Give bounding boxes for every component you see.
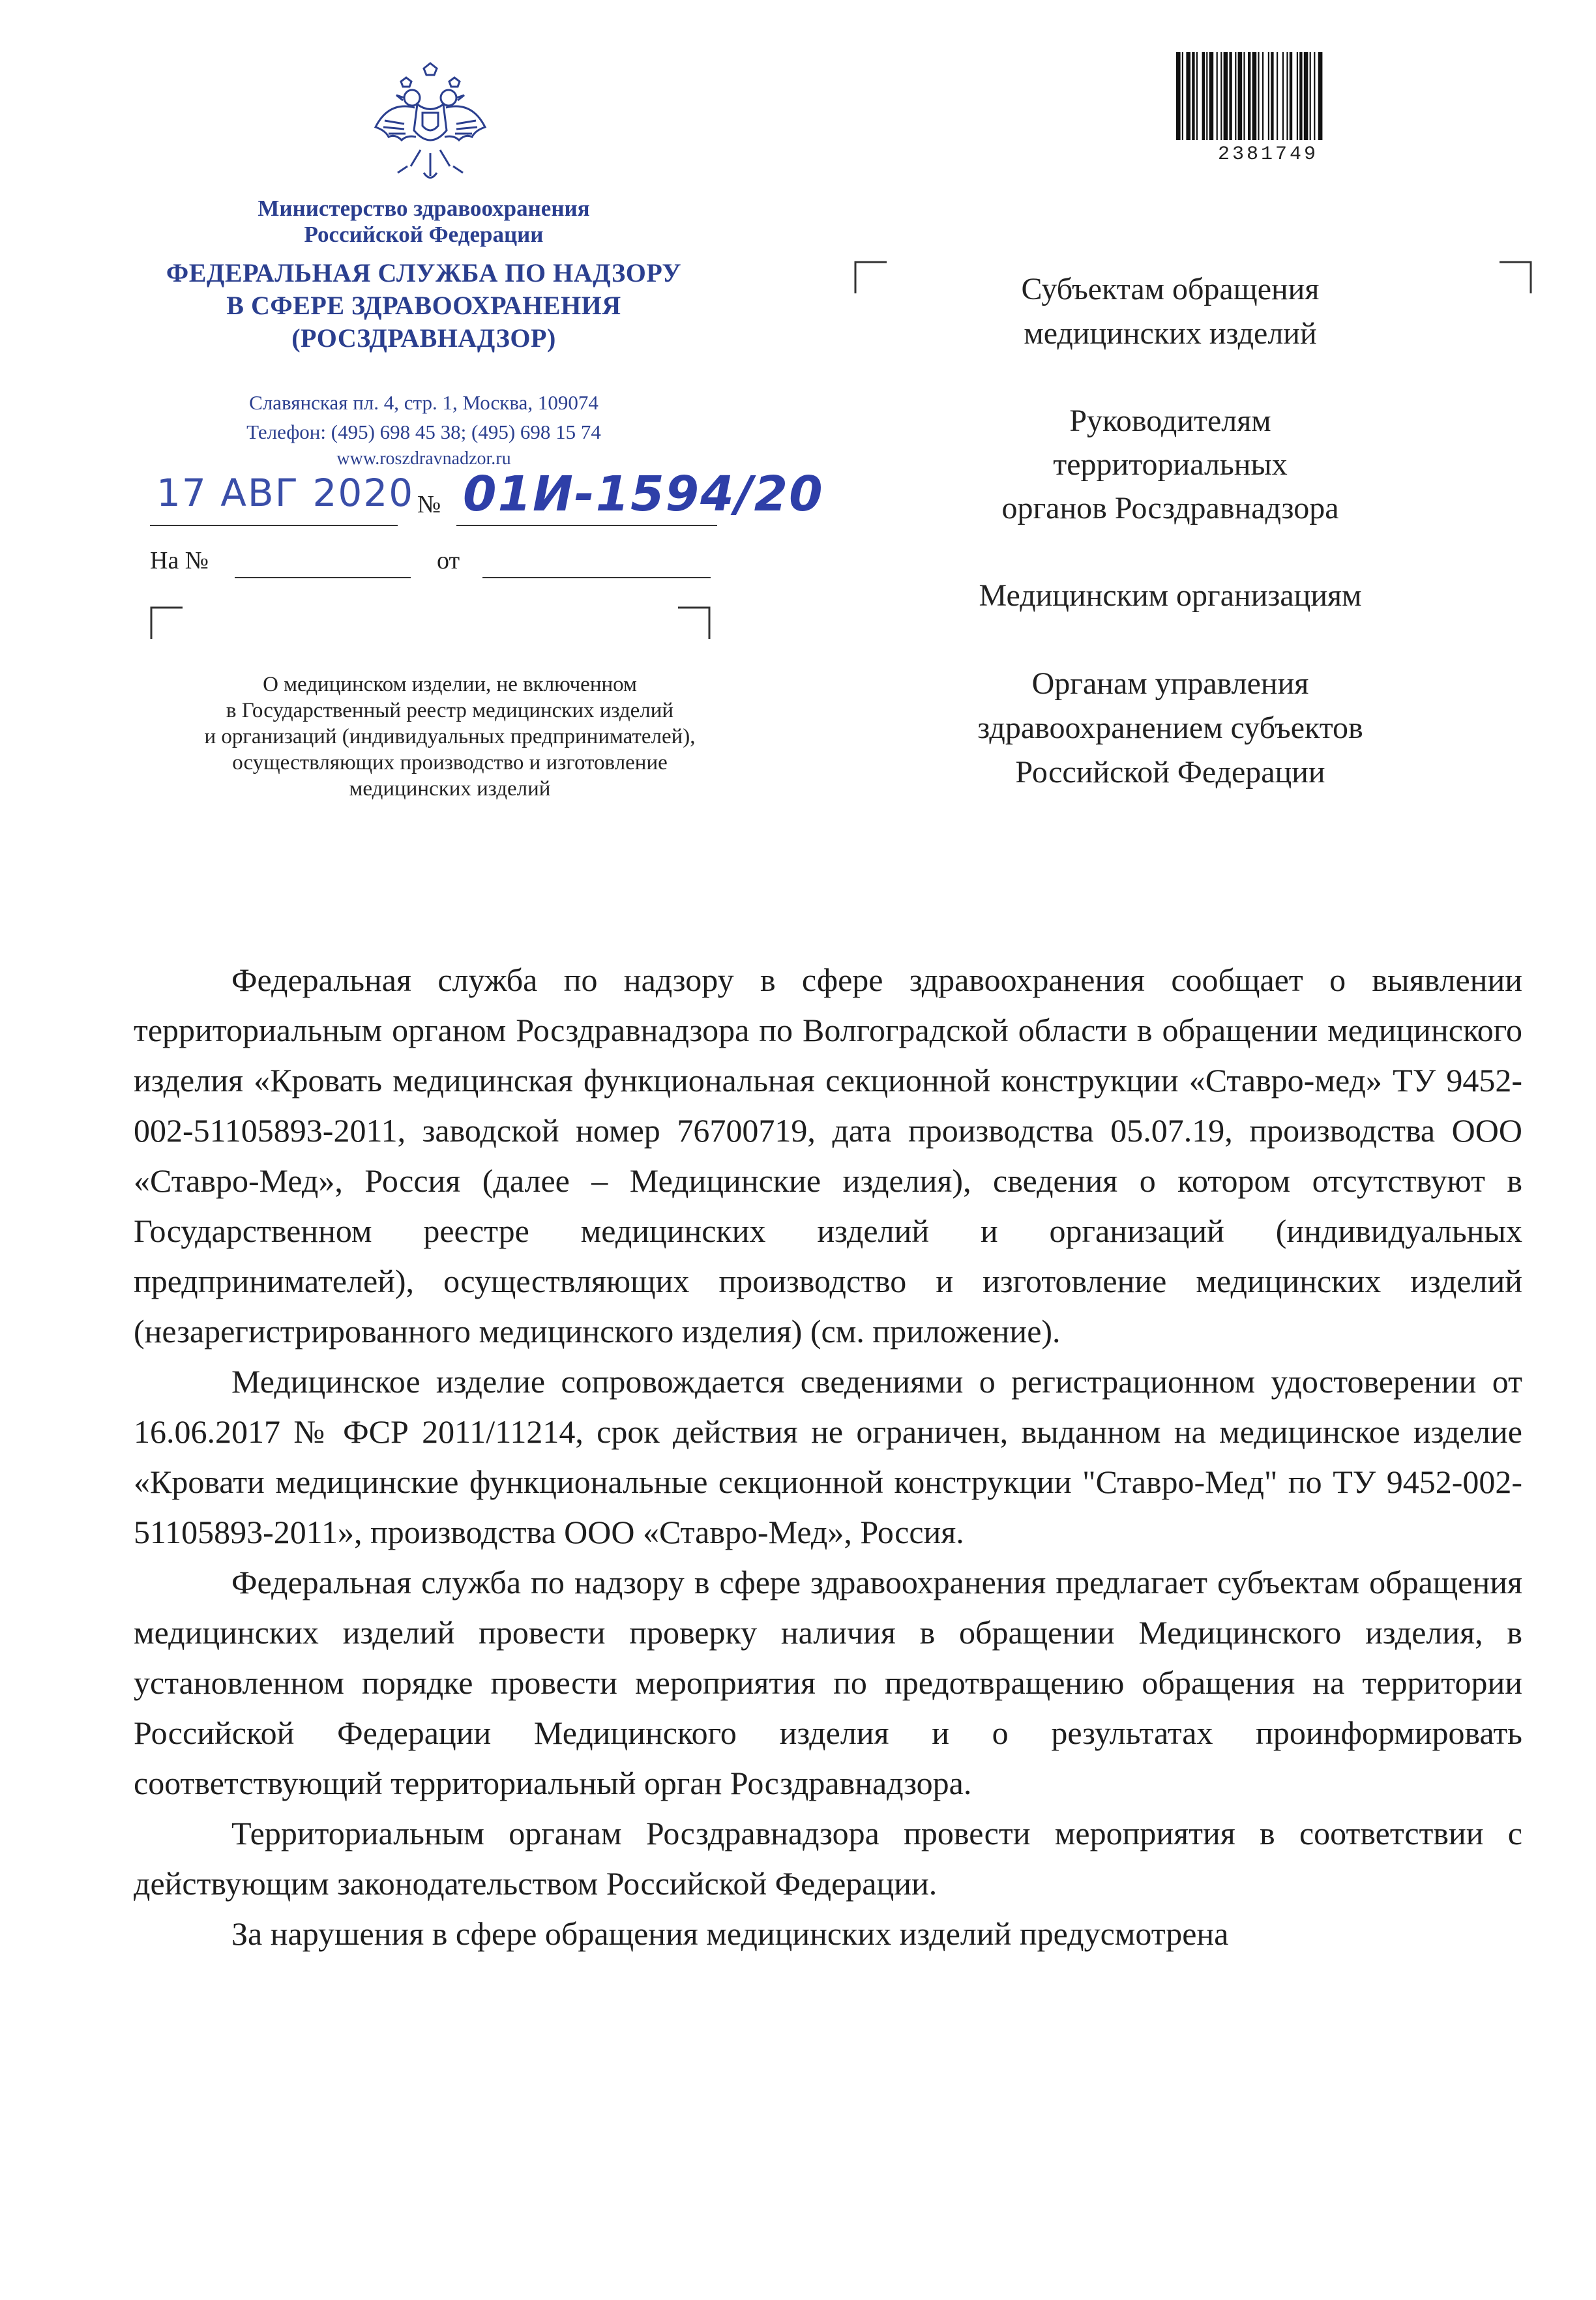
- addressee-4-line-2: здравоохранением субъектов: [977, 711, 1363, 745]
- barcode-bar: [1314, 52, 1315, 140]
- barcode-bar: [1268, 52, 1269, 140]
- barcode-bar: [1277, 52, 1278, 140]
- number-underline: [456, 525, 717, 526]
- body-paragraph-3: Федеральная служба по надзору в сфере здравоохранения предлагает субъектам обращения медицинских изделий провести проверку наличия в обращении Медицинского изделия, в установленном порядке провести мероприятия по предотвращению обращения на территории Российской Федерации Медицинского изделия и о результатах проинформировать соответствующий территориальный орган Росздравнадзора.: [134, 1564, 1522, 1801]
- barcode-bar: [1286, 52, 1288, 140]
- barcode-bar: [1229, 52, 1232, 140]
- corner-mark-top-right: [678, 606, 711, 639]
- barcode-bar: [1262, 52, 1264, 140]
- service-phone: Телефон: (495) 698 45 38; (495) 698 15 74: [246, 420, 601, 443]
- barcode-bar: [1182, 52, 1183, 140]
- addressee-2-line-2: территориальных: [1053, 447, 1288, 482]
- letter-subject: [91, 671, 808, 802]
- barcode-bar: [1202, 52, 1205, 140]
- barcode-bar: [1318, 52, 1323, 140]
- barcode-bar: [1304, 52, 1308, 140]
- subject-line-1: О медицинском изделии, не включенном: [263, 673, 637, 696]
- addressee-corner-right: [1500, 261, 1532, 293]
- number-sign: №: [417, 491, 441, 518]
- subject-line-4: осуществляющих производство и изготовление: [232, 751, 668, 774]
- barcode-bar: [1310, 52, 1311, 140]
- ministry-line-1: Министерство здравоохранения: [258, 196, 590, 221]
- barcode-bar: [1252, 52, 1257, 140]
- barcode-bar: [1176, 52, 1181, 140]
- subject-line-2: в Государственный реестр медицинских изделий: [226, 699, 674, 722]
- barcode-number: 2381749: [1217, 143, 1319, 166]
- barcode-bar: [1299, 52, 1302, 140]
- barcode-icon: [1174, 52, 1363, 140]
- barcode-bar: [1271, 52, 1273, 140]
- barcode-bar: [1196, 52, 1198, 140]
- barcode-bar: [1186, 52, 1190, 140]
- reply-from-underline: [482, 577, 711, 578]
- barcode-bar: [1243, 52, 1245, 140]
- addressee-1-line-2: медицинских изделий: [1024, 316, 1317, 351]
- barcode-bar: [1192, 52, 1194, 140]
- barcode-bar: [1258, 52, 1259, 140]
- barcode-bar: [1248, 52, 1250, 140]
- addressee-2-line-3: органов Росздравнадзора: [1001, 491, 1339, 525]
- addressee-4-line-1: Органам управления: [1031, 666, 1309, 701]
- barcode-bar: [1238, 52, 1243, 140]
- registration-date: 17 АВГ 2020: [156, 471, 415, 515]
- subject-line-3: и организаций (индивидуальных предпринимателей),: [204, 725, 696, 748]
- date-underline: [150, 525, 398, 526]
- barcode-bar: [1220, 52, 1222, 140]
- addressee-1-line-1: Субъектам обращения: [1021, 272, 1320, 306]
- addressee-2: [854, 399, 1486, 530]
- barcode-bar: [1206, 52, 1207, 140]
- body-paragraph-4: Территориальным органам Росздравнадзора провести мероприятия в соответствии с действующим законодательством Российской Федерации.: [134, 1815, 1522, 1902]
- addressee-1: [854, 267, 1486, 356]
- body-paragraph-5: За нарушения в сфере обращения медицинских изделий предусмотрена: [231, 1915, 1229, 1952]
- ministry-line-2: Российской Федерации: [304, 222, 544, 247]
- subject-line-5: медицинских изделий: [349, 777, 551, 801]
- barcode-bar: [1224, 52, 1228, 140]
- barcode-bar: [1282, 52, 1284, 140]
- reply-from-label: от: [437, 547, 460, 574]
- registration-number: 01И-1594/20: [463, 466, 824, 522]
- service-address: Славянская пл. 4, стр. 1, Москва, 109074: [249, 391, 598, 414]
- corner-mark-top-left: [150, 606, 183, 639]
- addressee-3-line-1: Медицинским организациям: [979, 578, 1362, 613]
- letter-body: [134, 955, 1522, 1959]
- barcode-bar: [1209, 52, 1214, 140]
- barcode-bar: [1235, 52, 1236, 140]
- russian-coat-of-arms-icon: [372, 62, 489, 192]
- addressee-4: [854, 662, 1486, 795]
- barcode-bar: [1217, 52, 1218, 140]
- addressee-2-line-1: Руководителям: [1069, 404, 1271, 438]
- reply-number-label: На №: [150, 547, 209, 574]
- service-name-line-1: ФЕДЕРАЛЬНАЯ СЛУЖБА ПО НАДЗОРУ: [166, 258, 682, 288]
- service-name-line-2: В СФЕРЕ ЗДРАВООХРАНЕНИЯ: [226, 291, 621, 320]
- barcode-bar: [1297, 52, 1298, 140]
- reply-number-underline: [235, 577, 411, 578]
- service-website: www.roszdravnadzor.ru: [336, 449, 511, 469]
- body-paragraph-2: Медицинское изделие сопровождается сведениями о регистрационном удостоверении от 16.06.2017 № ФСР 2011/11214, срок действия не ограничен, выданном на медицинское изделие «Кровати медицинские функциональные секционной конструкции "Ставро-Мед" по ТУ 9452-002-51105893-2011», производства ООО «Ставро-Мед», Россия.: [134, 1363, 1522, 1550]
- addressee-4-line-3: Российской Федерации: [1015, 755, 1325, 789]
- body-paragraph-1: Федеральная служба по надзору в сфере здравоохранения сообщает о выявлении территориальным органом Росздравнадзора по Волгоградской области в обращении медицинского изделия «Кровать медицинская функциональная секционной конструкции «Ставро-мед» ТУ 9452-002-51105893-2011, заводской номер 76700719, дата производства 05.07.19, производства ООО «Ставро-Мед», Россия (далее – Медицинские изделия), сведения о котором отсутствуют в Государственном реестре медицинских изделий и организаций (индивидуальных предпринимателей), осуществляющих производство и изготовление медицинских изделий (незарегистрированного медицинского изделия) (см. приложение).: [134, 962, 1522, 1349]
- addressee-3: [854, 574, 1486, 618]
- barcode-bar: [1290, 52, 1292, 140]
- service-name-line-3: (РОСЗДРАВНАДЗОР): [291, 323, 556, 353]
